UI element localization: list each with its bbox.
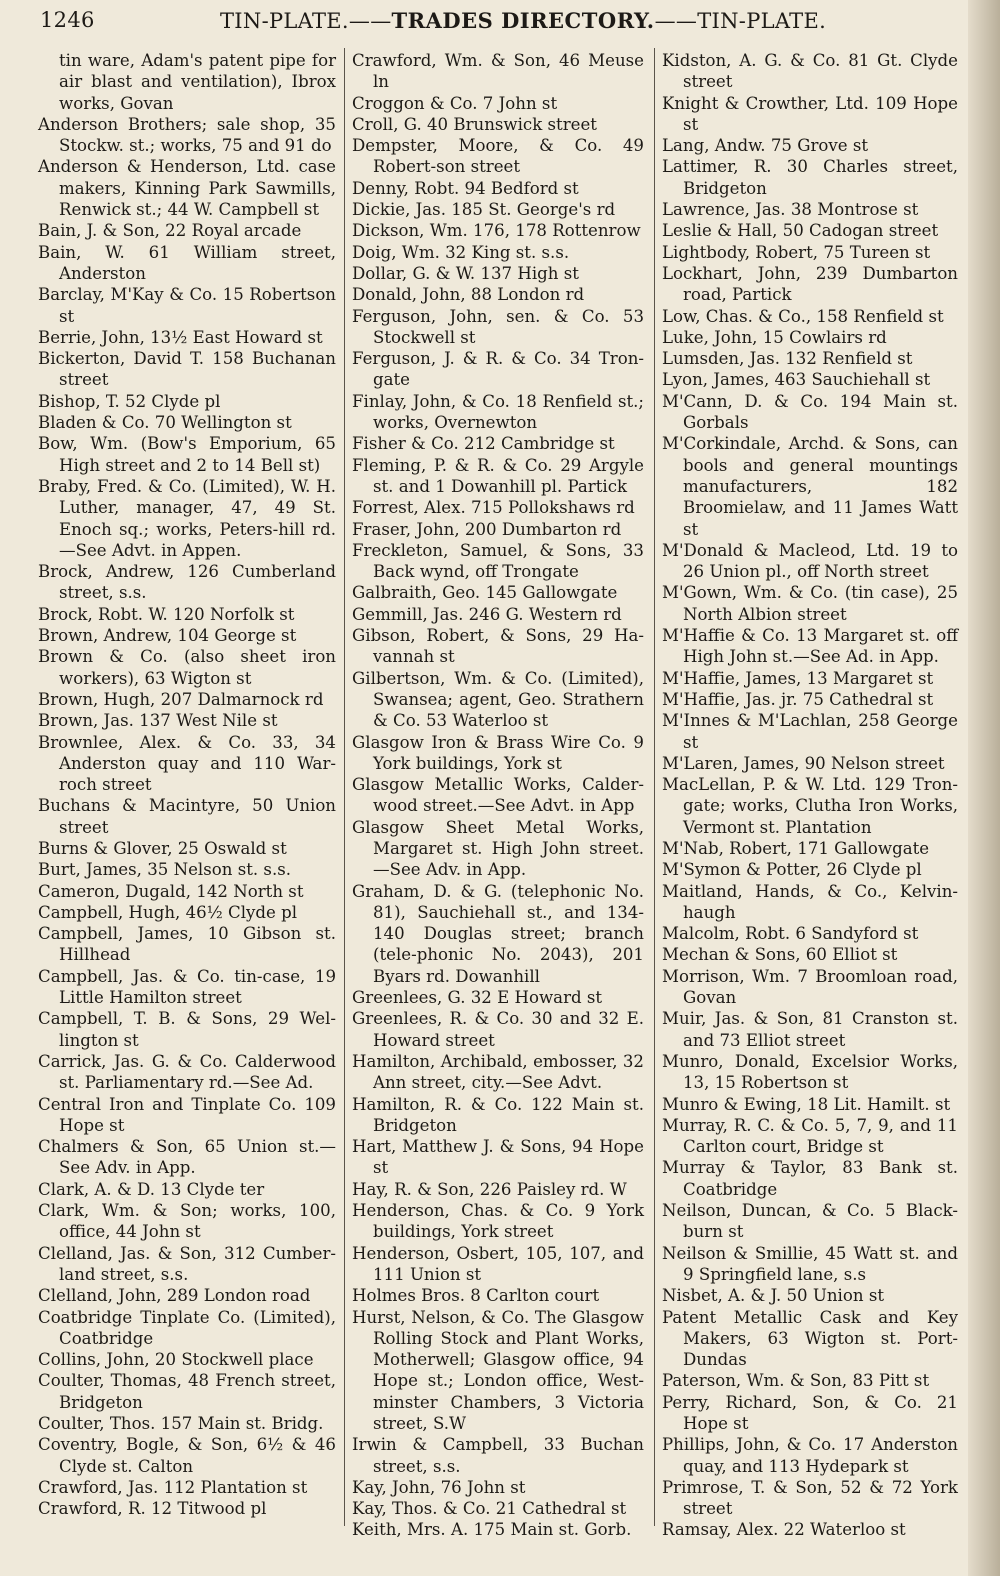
page-header <box>40 8 926 40</box>
directory-entry: Chalmers & Son, 65 Union st.— See Adv. in App. <box>38 1137 336 1178</box>
directory-entry: Doig, Wm. 32 King st. s.s. <box>352 242 570 262</box>
directory-entry: Croggon & Co. 7 John st <box>352 93 558 113</box>
directory-entry: Hamilton, Archibald, embosser, 32 Ann street, city.—See Advt. <box>352 1051 644 1093</box>
directory-entry: Gilbertson, Wm. & Co. (Limited), Swansea; agent, Geo. Strathern & Co. 53 Waterloo st <box>352 668 644 731</box>
directory-entry: Berrie, John, 13½ East Howard st <box>38 327 323 347</box>
directory-entry: Perry, Richard, Son, & Co. 21 Hope st <box>662 1392 958 1433</box>
directory-entry: Hart, Matthew J. & Sons, 94 Hope st <box>352 1137 644 1178</box>
directory-entry: M'Innes & M'Lachlan, 258 George st <box>662 711 958 752</box>
directory-entry: Carrick, Jas. G. & Co. Calderwood st. Parliamentary rd.—See Ad. <box>38 1051 336 1093</box>
directory-entry: Keith, Mrs. A. 175 Main st. Gorb. <box>352 1520 632 1540</box>
directory-entry: Central Iron and Tinplate Co. 109 Hope st <box>38 1094 336 1135</box>
directory-entry: M'Laren, James, 90 Nelson street <box>662 753 945 773</box>
directory-entry: Hurst, Nelson, & Co. The Glasgow Rolling Stock and Plant Works, Motherwell; Glasgow office, 94 Hope st.; London office, West-minster Chambers, 3 Victoria street, S.W <box>352 1307 644 1433</box>
directory-entry: Lang, Andw. 75 Grove st <box>662 136 869 156</box>
directory-entry: Graham, D. & G. (telephonic No. 81), Sauchiehall st., and 134-140 Douglas street; branch (tele-phonic No. 2043), 201 Byars rd. Dowanhill <box>352 881 644 986</box>
book-spine-shadow <box>968 0 1000 1576</box>
directory-entry: tin ware, Adam's patent pipe for air blast and ventilation), Ibrox works, Govan <box>59 51 336 113</box>
directory-entry: M'Nab, Robert, 171 Gallowgate <box>662 838 930 858</box>
directory-entry: Dickie, Jas. 185 St. George's rd <box>352 200 616 220</box>
directory-entry: Brown, Hugh, 207 Dalmarnock rd <box>38 689 324 709</box>
directory-entry: Primrose, T. & Son, 52 & 72 York street <box>662 1477 958 1519</box>
directory-entry: Hay, R. & Son, 226 Paisley rd. W <box>352 1179 627 1199</box>
directory-entry: Munro & Ewing, 18 Lit. Hamilt. st <box>662 1094 951 1114</box>
directory-entry: Lightbody, Robert, 75 Tureen st <box>662 242 931 262</box>
directory-entry: Morrison, Wm. 7 Broomloan road, Govan <box>662 966 958 1008</box>
directory-entry: Henderson, Osbert, 105, 107, and 111 Union st <box>352 1243 644 1284</box>
directory-entry: Dickson, Wm. 176, 178 Rottenrow <box>352 221 641 241</box>
directory-entry: Galbraith, Geo. 145 Gallowgate <box>352 583 618 603</box>
directory-entry: Croll, G. 40 Brunswick street <box>352 114 597 134</box>
directory-entry: Denny, Robt. 94 Bedford st <box>352 178 579 198</box>
directory-entry: Campbell, T. B. & Sons, 29 Wel-lington st <box>38 1009 336 1050</box>
directory-entry: Fraser, John, 200 Dumbarton rd <box>352 519 622 539</box>
running-title-right: TIN-PLATE. <box>697 9 827 33</box>
directory-entry: Brown, Jas. 137 West Nile st <box>38 711 278 731</box>
directory-entry: Bishop, T. 52 Clyde pl <box>38 391 221 411</box>
directory-entry: Phillips, John, & Co. 17 Anderston quay, and 113 Hydepark st <box>662 1435 958 1476</box>
directory-entry: Lumsden, Jas. 132 Renfield st <box>662 349 913 369</box>
directory-entry: Crawford, Wm. & Son, 46 Meuse ln <box>352 51 644 92</box>
directory-entry: M'Haffie, James, 13 Margaret st <box>662 668 934 688</box>
directory-entry: Munro, Donald, Excelsior Works, 13, 15 Robertson st <box>662 1051 958 1093</box>
directory-entry: Clark, A. & D. 13 Clyde ter <box>38 1179 265 1199</box>
directory-entry: Mechan & Sons, 60 Elliot st <box>662 945 898 965</box>
directory-entry: Clelland, John, 289 London road <box>38 1286 311 1306</box>
directory-entry: Murray, R. C. & Co. 5, 7, 9, and 11 Carlton court, Bridge st <box>662 1115 958 1157</box>
running-title-left: TIN-PLATE. <box>220 9 349 33</box>
directory-entry: Campbell, James, 10 Gibson st. Hillhead <box>38 924 336 965</box>
directory-entry: Burt, James, 35 Nelson st. s.s. <box>38 860 292 880</box>
running-title-center: TRADES DIRECTORY. <box>391 8 655 33</box>
directory-entry: Coulter, Thos. 157 Main st. Bridg. <box>38 1414 324 1433</box>
directory-entry: Lawrence, Jas. 38 Montrose st <box>662 200 919 220</box>
directory-entry: Barclay, M'Kay & Co. 15 Robertson st <box>38 285 336 326</box>
directory-entry: Anderson & Henderson, Ltd. case makers, Kinning Park Sawmills, Renwick st.; 44 W. Campbell st <box>38 157 336 220</box>
directory-entry: Glasgow Sheet Metal Works, Margaret st. High John street. —See Adv. in App. <box>352 817 644 880</box>
directory-entry: Glasgow Iron & Brass Wire Co. 9 York buildings, York st <box>352 732 644 773</box>
directory-entry: Brownlee, Alex. & Co. 33, 34 Anderston quay and 110 War-roch street <box>38 732 336 795</box>
directory-column-3 <box>662 50 958 1541</box>
directory-entry: Cameron, Dugald, 142 North st <box>38 881 304 901</box>
directory-entry: Low, Chas. & Co., 158 Renfield st <box>662 306 944 326</box>
directory-entry: MacLellan, P. & W. Ltd. 129 Tron-gate; works, Clutha Iron Works, Vermont st. Plantation <box>662 775 958 837</box>
directory-entry: Ferguson, John, sen. & Co. 53 Stockwell st <box>352 306 644 347</box>
directory-entry: Paterson, Wm. & Son, 83 Pitt st <box>662 1371 930 1391</box>
directory-entry: Brock, Andrew, 126 Cumberland street, s.s. <box>38 562 336 603</box>
directory-entry: Lattimer, R. 30 Charles street, Bridgeton <box>662 157 958 198</box>
directory-entry: Muir, Jas. & Son, 81 Cranston st. and 73 Elliot street <box>662 1009 958 1050</box>
column-divider <box>344 48 345 1526</box>
directory-entry: M'Symon & Potter, 26 Clyde pl <box>662 860 922 880</box>
directory-entry: Dempster, Moore, & Co. 49 Robert-son street <box>352 136 644 177</box>
directory-entry: Finlay, John, & Co. 18 Renfield st.; works, Overnewton <box>352 391 644 433</box>
column-divider <box>654 48 655 1526</box>
directory-entry: Holmes Bros. 8 Carlton court <box>352 1286 600 1306</box>
directory-entry: Crawford, R. 12 Titwood pl <box>38 1499 267 1519</box>
directory-entry: Greenlees, R. & Co. 30 and 32 E. Howard street <box>352 1009 644 1050</box>
directory-entry: Coventry, Bogle, & Son, 6½ & 46 Clyde st. Calton <box>38 1435 336 1476</box>
directory-entry: Brown & Co. (also sheet iron workers), 63 Wigton st <box>38 647 336 688</box>
directory-entry: Kay, Thos. & Co. 21 Cathedral st <box>352 1499 627 1519</box>
directory-entry: Burns & Glover, 25 Oswald st <box>38 838 287 858</box>
directory-entry: Lyon, James, 463 Sauchiehall st <box>662 370 931 390</box>
directory-entry: M'Corkindale, Archd. & Sons, can bools and general mountings manufacturers, 182 Broomielaw, and 11 James Watt st <box>662 434 958 539</box>
directory-column-1 <box>38 50 336 1519</box>
directory-entry: Forrest, Alex. 715 Pollokshaws rd <box>352 498 635 518</box>
directory-entry: Leslie & Hall, 50 Cadogan street <box>662 221 939 241</box>
directory-entry: Nisbet, A. & J. 50 Union st <box>662 1286 884 1306</box>
directory-entry: Knight & Crowther, Ltd. 109 Hope st <box>662 93 958 134</box>
directory-entry: Clark, Wm. & Son; works, 100, office, 44 John st <box>38 1201 336 1242</box>
directory-entry: Brock, Robt. W. 120 Norfolk st <box>38 604 295 624</box>
directory-entry: Buchans & Macintyre, 50 Union street <box>38 796 336 837</box>
directory-entry: M'Haffie, Jas. jr. 75 Cathedral st <box>662 689 934 709</box>
directory-entry: Coatbridge Tinplate Co. (Limited), Coatbridge <box>38 1307 336 1348</box>
directory-entry: Braby, Fred. & Co. (Limited), W. H. Luther, manager, 47, 49 St. Enoch sq.; works, Peters-hill rd.—See Advt. in Appen. <box>38 476 336 560</box>
directory-entry: M'Donald & Macleod, Ltd. 19 to 26 Union pl., off North street <box>662 540 958 582</box>
directory-entry: Bow, Wm. (Bow's Emporium, 65 High street and 2 to 14 Bell st) <box>38 434 336 475</box>
directory-entry: Kidston, A. G. & Co. 81 Gt. Clyde street <box>662 51 958 92</box>
directory-entry: Ramsay, Alex. 22 Waterloo st <box>662 1520 906 1540</box>
directory-entry: Greenlees, G. 32 E Howard st <box>352 988 603 1008</box>
directory-entry: Neilson, Duncan, & Co. 5 Black-burn st <box>662 1201 958 1242</box>
directory-entry: Anderson Brothers; sale shop, 35 Stockw. st.; works, 75 and 91 do <box>38 114 336 156</box>
directory-entry: M'Gown, Wm. & Co. (tin case), 25 North Albion street <box>662 583 958 624</box>
directory-entry: Ferguson, J. & R. & Co. 34 Tron-gate <box>352 349 644 390</box>
directory-entry: Luke, John, 15 Cowlairs rd <box>662 327 887 347</box>
directory-entry: Glasgow Metallic Works, Calder-wood street.—See Advt. in App <box>352 775 644 816</box>
directory-entry: Donald, John, 88 London rd <box>352 285 585 305</box>
directory-entry: Malcolm, Robt. 6 Sandyford st <box>662 924 919 944</box>
directory-entry: Bickerton, David T. 158 Buchanan street <box>38 349 336 390</box>
directory-entry: Henderson, Chas. & Co. 9 York buildings, York street <box>352 1201 644 1242</box>
directory-entry: Coulter, Thomas, 48 French street, Bridgeton <box>38 1371 336 1412</box>
directory-entry: Freckleton, Samuel, & Sons, 33 Back wynd, off Trongate <box>352 540 644 582</box>
directory-entry: Brown, Andrew, 104 George st <box>38 626 297 646</box>
directory-column-2 <box>352 50 644 1541</box>
directory-entry: M'Haffie & Co. 13 Margaret st. off High John st.—See Ad. in App. <box>662 626 958 667</box>
directory-entry: Patent Metallic Cask and Key Makers, 63 Wigton st. Port-Dundas <box>662 1307 958 1370</box>
directory-entry: Gibson, Robert, & Sons, 29 Ha-vannah st <box>352 626 644 667</box>
directory-entry: Dollar, G. & W. 137 High st <box>352 263 579 283</box>
directory-entry: Campbell, Jas. & Co. tin-case, 19 Little Hamilton street <box>38 966 336 1008</box>
directory-entry: Murray & Taylor, 83 Bank st. Coatbridge <box>662 1158 958 1199</box>
page-number: 1246 <box>40 8 95 32</box>
directory-entry: Campbell, Hugh, 46½ Clyde pl <box>38 902 298 922</box>
directory-entry: Maitland, Hands, & Co., Kelvin-haugh <box>662 881 958 922</box>
directory-entry: M'Cann, D. & Co. 194 Main st. Gorbals <box>662 391 958 433</box>
directory-entry: Collins, John, 20 Stockwell place <box>38 1350 314 1370</box>
directory-entry: Crawford, Jas. 112 Plantation st <box>38 1477 308 1497</box>
directory-entry: Clelland, Jas. & Son, 312 Cumber-land street, s.s. <box>38 1243 336 1284</box>
directory-entry: Fisher & Co. 212 Cambridge st <box>352 434 615 454</box>
directory-entry: Bladen & Co. 70 Wellington st <box>38 413 292 433</box>
directory-entry: Bain, W. 61 William street, Anderston <box>38 242 336 283</box>
directory-entry: Bain, J. & Son, 22 Royal arcade <box>38 221 302 241</box>
directory-entry: Neilson & Smillie, 45 Watt st. and 9 Springfield lane, s.s <box>662 1243 958 1284</box>
directory-entry: Fleming, P. & R. & Co. 29 Argyle st. and 1 Dowanhill pl. Partick <box>352 455 644 496</box>
running-title: TIN-PLATE.——TRADES DIRECTORY.——TIN-PLATE. <box>220 8 827 33</box>
directory-entry: Irwin & Campbell, 33 Buchan street, s.s. <box>352 1435 644 1476</box>
directory-entry: Gemmill, Jas. 246 G. Western rd <box>352 604 622 624</box>
directory-entry: Hamilton, R. & Co. 122 Main st. Bridgeton <box>352 1094 644 1135</box>
directory-entry: Kay, John, 76 John st <box>352 1477 526 1497</box>
directory-entry: Lockhart, John, 239 Dumbarton road, Partick <box>662 263 958 305</box>
